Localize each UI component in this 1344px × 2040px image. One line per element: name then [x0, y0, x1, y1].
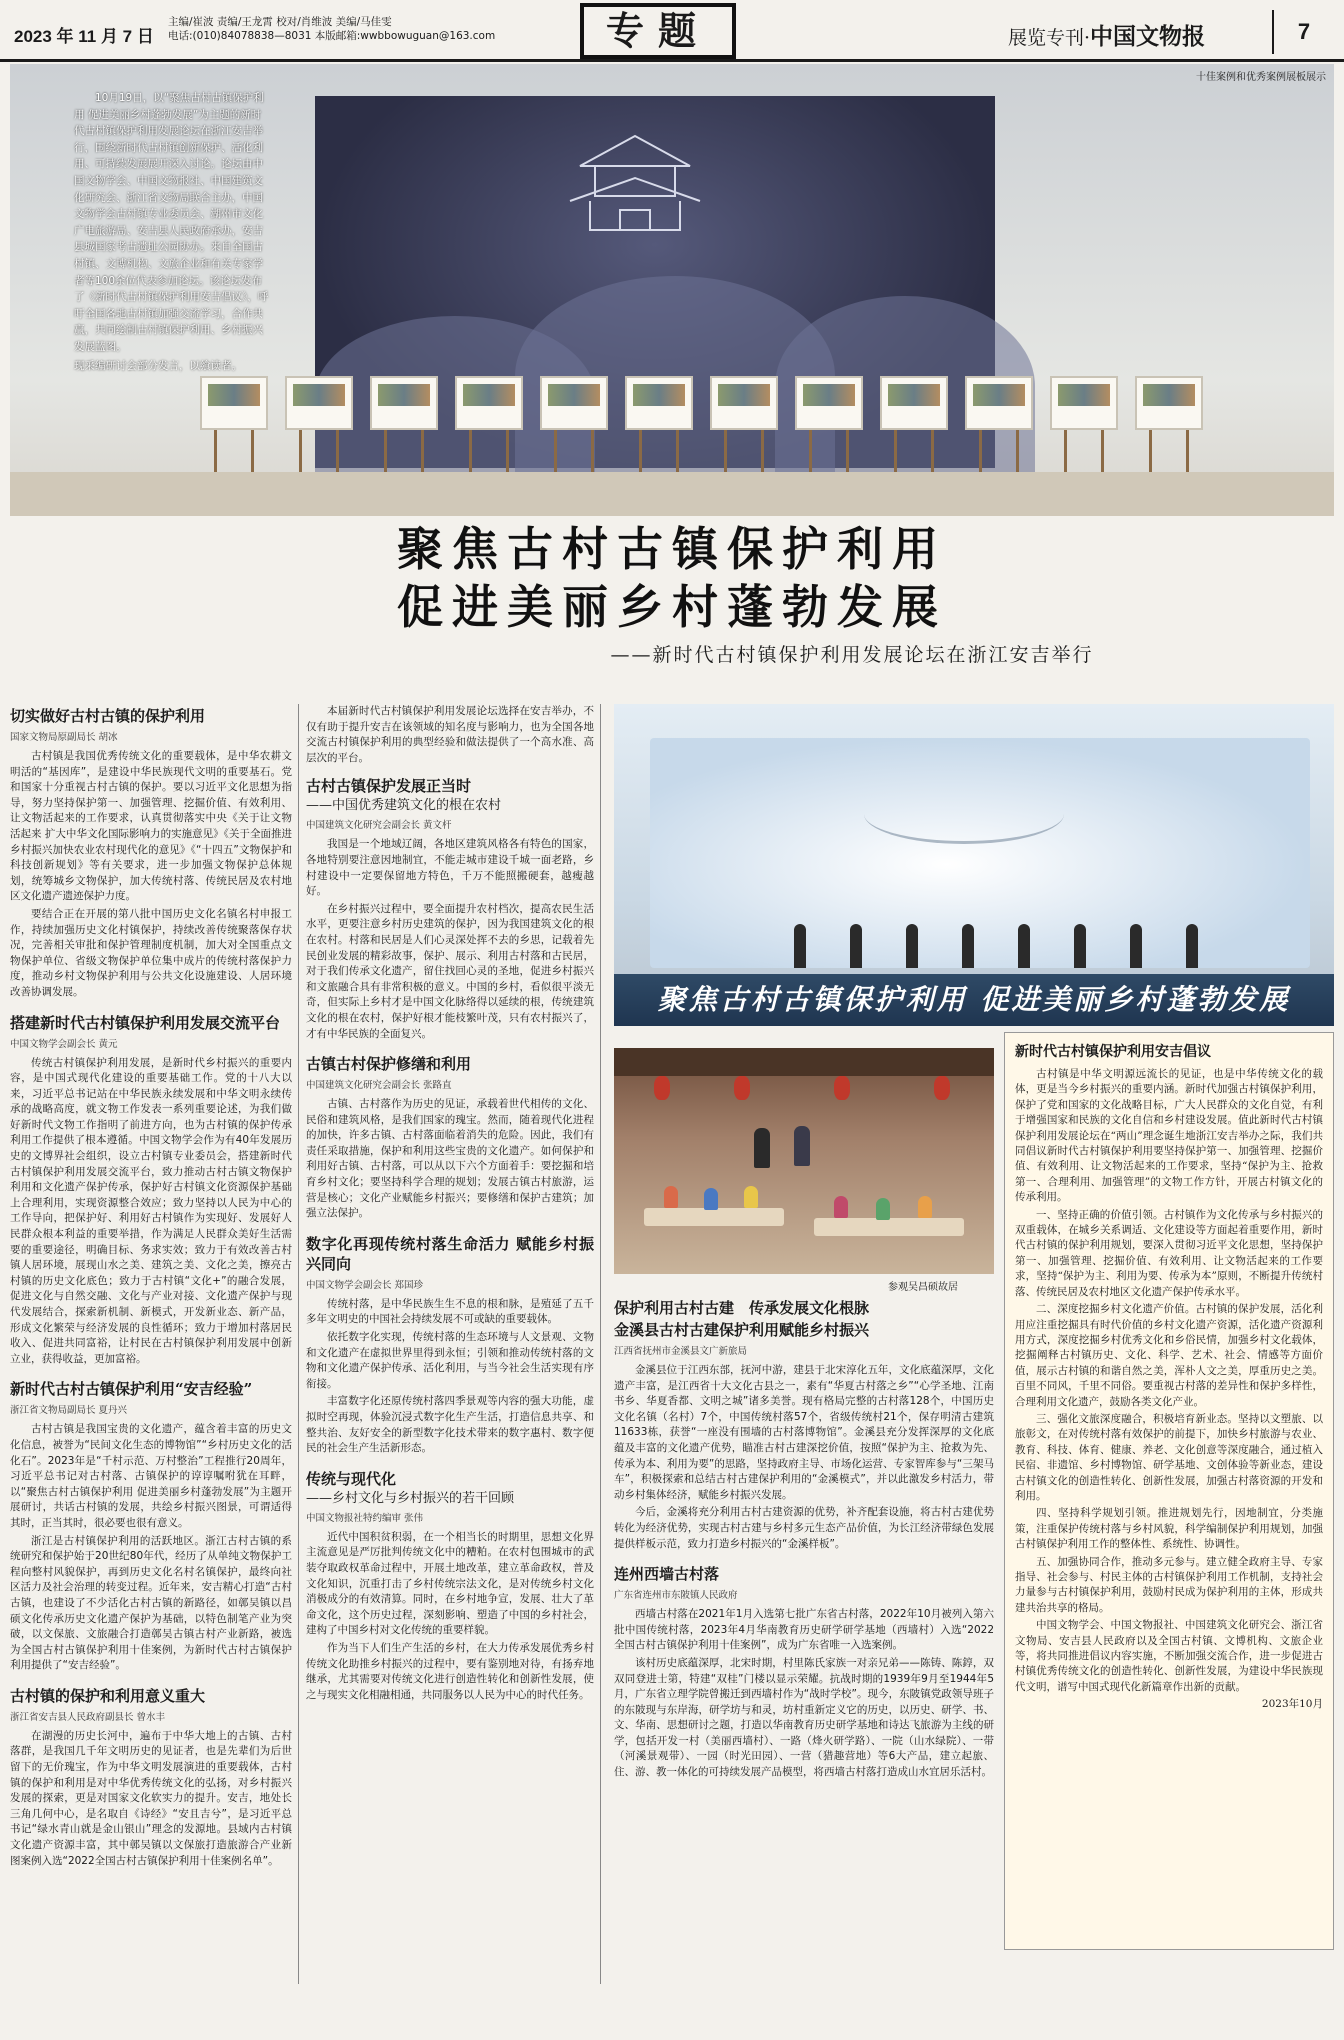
- initiative-date: 2023年10月: [1261, 1698, 1323, 1711]
- article-byline: 浙江省文物局副局长 夏丹兴: [10, 1405, 128, 1417]
- initiative-paragraph: 古村镇是中华文明源远流长的见证，也是中华传统文化的载体，更是当今乡村振兴的重要内涵。新时代加强古村镇保护利用，保护了党和国家的文化战略目标，广大人民群众的文化自觉，有利于增强国家和民族的文化自信和乡村建设发展。值此新时代古村镇保护利用发展论坛在“两山”理念诞生地浙江安吉举办之际，我们共同倡议新时代古村镇保护利用要坚持保护第一、加强管理、挖掘价值、有效利用、让文物活起来的工作要求，坚持“保护为主、抢救第一、合理利用、加强管理”的文物工作方针，开展古村镇文化的传承利用。: [1015, 1068, 1323, 1204]
- hero-caption: 十佳案例和优秀案例展板展示: [1196, 72, 1326, 83]
- initiative-paragraph: 四、坚持科学规划引领。推进规划先行，因地制宜，分类施策，注重保护传统村落与乡村风貌，科学编制保护利用规划，加强古村镇保护利用工作的整体性、系统性、协调性。: [1015, 1507, 1323, 1551]
- column-1: [10, 704, 292, 1881]
- article-paragraph: 今后，金溪将充分利用古村古建资源的优势，补齐配套设施，将古村古建优势转化为经济优势，实现古村古建与乡村多元生态产品价值，为长江经济带绿色发展提供样板示范，致力打造乡村振兴的“金溪样板”。: [614, 1506, 994, 1550]
- column-divider: [298, 704, 299, 1984]
- display-board: [370, 376, 438, 486]
- lead-paragraph: [74, 90, 270, 374]
- stage-screen: [650, 738, 1310, 968]
- display-board: [1050, 376, 1118, 486]
- article-paragraph: 西墙古村落在2021年1月入选第七批广东省古村落，2022年10月被列入第六批中国传统村落，2023年4月华南教育历史研学研学基地（西墙村）入选“2022全国古村古镇保护利用十佳案例”，成为广东省唯一入选案例。: [614, 1608, 994, 1652]
- article-paragraph: 传统古村镇保护利用发展，是新时代乡村振兴的重要内容，是中国式现代化建设的重要基础工作。党的十八大以来，习近平总书记站在中华民族永续发展和中华文明永续传承的战略高度，就文物工作发表一系列重要论述，为我们做好新时代文物工作指明了前进方向，也为古村镇的保护传承利用工作提供了根本遵循。中国文物学会作为有40年发展历史的文博界社会组织，设立古村镇专业委员会，搭建新时代古村镇保护利用发展交流平台，致力推动古村古镇文物保护利用和文化遗产保护传承，保护好古村镇文化资源保护基础上合理利用，实现资源整合效应；致力坚持以人民为中心的工作导向，把保护好、利用好古村镇作为实现好、发展好人民群众根本利益的重要举措，作为满足人民群众美好生活需要的重要途径，明确目标、务求实效；致力于有效改善古村镇人居环境，展现山水之美、建筑之美、文化之美，擦亮古村镇的历史文化底色；致力于古村镇“文化+”的融合发展，促进文化与自然交融、文化与产业对接、文化遗产保护与现代发展结合，探索新机制、新模式，开发新业态、新产品，形成文化繁荣与经济发展的良性循环；致力于增加村落居民收入、促进共同富裕，让村民在古村镇保护利用发展中创新立业，获得收益，更加富裕。: [10, 1056, 292, 1365]
- article-subtitle: ——乡村文化与乡村振兴的若干回顾: [306, 1490, 515, 1506]
- lead-note: 现采编研讨会部分发言，以飨读者。: [74, 359, 242, 372]
- article-byline: 浙江省安吉县人民政府副县长 曾水丰: [10, 1711, 166, 1723]
- article-title: 切实做好古村古镇的保护利用: [10, 707, 206, 725]
- launch-ceremony-photo: [614, 704, 1334, 1026]
- column-divider: [600, 704, 601, 1984]
- initiative-paragraph: 五、加强协同合作，推动多元参与。建立健全政府主导、专家指导、社会参与、村民主体的古村镇保护利用工作机制，支持社会力量参与古村镇保护利用，鼓励村民成为保护利用的主体，形成共建共治共享的格局。: [1015, 1555, 1323, 1614]
- article-paragraph: 古镇、古村落作为历史的见证，承载着世代相传的文化、民俗和建筑风格，是我们国家的瑰宝。然而，随着现代化进程的加快，许多古镇、古村落面临着消失的危险。因此，我们有责任采取措施，保护和利用这些宝贵的文化遗产。如何保护和利用好古镇、古村落，可以从以下六个方面着手：要挖掘和培育乡村文化；要坚持科学合理的规划；发展古镇古村旅游，运营是核心；文化产业赋能乡村振兴；要修缮和保护古建筑；加强立法保护。: [306, 1098, 594, 1220]
- article-byline: 中国文物学会副会长 郑国珍: [306, 1279, 424, 1291]
- stage-banner: 聚焦古村古镇保护利用 促进美丽乡村蓬勃发展: [614, 974, 1334, 1026]
- masthead: [0, 0, 1344, 62]
- article-paragraph: 传统村落，是中华民族生生不息的根和脉，是殖延了五千多年文明史的中国社会持续发展不可或缺的重要载体。: [306, 1297, 594, 1326]
- paper-section-label: 展览专刊·: [1008, 27, 1091, 49]
- article-paragraph: 古村镇是我国优秀传统文化的重要载体，是中华农耕文明活的“基因库”，是建设中华民族现代文明的重要基石。党和国家十分重视古村古镇的保护。要以习近平文化思想为指导，努力坚持保护第一、加强管理、挖掘价值、有效利用、让文物活起来的工作要求，认真贯彻落实中央《关于让文物活起来 扩大中华文化国际影响力的实施意见》《关于全面推进乡村振兴加快农业农村现代化的意见》《“十四五”文物保护和科技创新规划》等有关要求，进一步加强文物保护总体规划，统筹城乡文物保护，加大传统村落、传统民居及农村地区文化遗产遗迹保护力度。: [10, 750, 292, 903]
- article-byline: 中国建筑文化研究会副会长 黄文杆: [306, 820, 452, 832]
- initiative-title: 新时代古村镇保护利用安吉倡议: [1015, 1044, 1211, 1060]
- issue-date: 2023 年 11 月 7 日: [14, 27, 154, 46]
- article-paragraph: 丰富数字化还原传统村落四季景观等内容的强大功能，虚拟时空再现，体验沉浸式数字化生产生活，打造信息共享、和整共治、友好安全的新型数字化技术带来的数字惠村、数字便民的社会生产生活新形态。: [306, 1395, 594, 1455]
- article-paragraph: 该村历史底蕴深厚，北宋时期，村里陈氏家族一对亲兄弟——陈铸、陈錞，双双同登进士第，特建“双桂”门楼以显示荣耀。抗战时期的1939年9月至1944年5月，广东省立理学院曾搬迁到西墙村作为“战时学校”。现今，东陂镇党政领导班子的东陂现与东岸海，研学坊与和灵，坊村重新定义它的历史，以历史、研学、书、文、华南、思想研讨之题，打造以华南教育历史研学基地和诗达飞旅游为主线的研学，包括开发一村（美丽西墙村）、一路（烽火研学路）、一院（山水绿院）、一带（河溪景观带）、一园（时光田园）、一营（猎趣营地）等6大产品，建立起旅、住、游、教一体化的可持续发展产品模型，将西墙古村落打造成山水宜居乐活村。: [614, 1656, 994, 1779]
- article-paragraph: 古村古镇是我国宝贵的文化遗产，蕴含着丰富的历史文化信息，被誉为“民间文化生态的博物馆”“乡村历史文化的活化石”。2023年是“千村示范、万村整治”工程推行20周年，习近平总书记对古村落、古镇保护的谆谆嘱咐犹在耳畔，以“聚焦古村古镇保护利用 促进美丽乡村蓬勃发展”为主题开展研讨，共话古村镇的发展，共绘乡村振兴图景，可谓适得其时，正当其时，很必要也很有意义。: [10, 1423, 292, 1529]
- paper-name-logo: 中国文物报: [1090, 23, 1206, 50]
- article-title: 古村古镇保护发展正当时: [306, 777, 472, 796]
- initiative-paragraph: 三、强化文旅深度融合，积极培育新业态。坚持以文塑旅、以旅彰文，在对传统村落有效保护的前提下，加快乡村旅游与农业、教育、科技、体育、健康、养老、文化创意等深度融合，通过植入民宿、非遗馆、乡村博物馆、研学基地、文创体验等新业态，建设古村镇文化的创造性转化、创新性发展，加强古村落资源的开发和利用。: [1015, 1412, 1323, 1502]
- article-paragraph: 近代中国积贫积弱，在一个相当长的时期里，思想文化界主流意见是严厉批判传统文化中的糟粕。在农村包围城市的武装夺取政权革命过程中，开展土地改革，建立革命政权，普及文化知识，沉重打击了乡村传统宗法文化，是对传统乡村文化消极成分的有效清算。同时，在乡村地争宣，发展、壮大了革命文化，这个历史过程，深刻影响、塑造了中国的乡村社会，建构了中国乡村对文化传统的重要样貌。: [306, 1530, 594, 1637]
- article-byline: 江西省抚州市金溪县文广新旅局: [614, 1346, 748, 1357]
- article: [306, 1469, 594, 1704]
- display-board: [710, 376, 778, 486]
- article-paragraph: 要结合正在开展的第八批中国历史文化名镇名村申报工作，持续加强历史文化村镇保护，持续改善传统聚落保存状况，完善相关审批和保护管理制度机制，加大对全国重点文物保护单位、省级文物保护单位集中成片的传统村落保护力度，推动乡村文物保护利用与公共文化设施建设、人居环境改善协调发展。: [10, 907, 292, 998]
- article: [306, 1234, 594, 1457]
- article-paragraph: 作为当下人们生产生活的乡村，在大力传承发展优秀乡村传统文化助推乡村振兴的过程中，要有鉴别地对待，有扬弃地继承，尤其需要对传统文化进行创造性转化和创新性发展，使之与现实文化相融相通，共同服务以人民为中心的时代任务。: [306, 1641, 594, 1701]
- visit-photo: [614, 1048, 994, 1274]
- article: [10, 1379, 292, 1674]
- article: [10, 706, 292, 1001]
- article-title: 新时代古村古镇保护利用“安吉经验”: [10, 1380, 253, 1399]
- initiative-paragraph: 二、深度挖掘乡村文化遗产价值。古村镇的保护发展，活化利用应注重挖掘具有时代价值的乡村文化遗产资源，活化遗产资源利用方式，深度挖掘乡村优秀文化和乡俗民情，加强乡村文化载体，挖掘阐释古村镇历史、文化、科学、艺术、社会、情感等方面价值，展示古村镇的和谐自然之美，浑朴人文之美，厚重历史之美。百里不同风，千里不同俗。要重视古村落的差异性和保护多样性，合理利用文化遗产，鼓励各类文化产业。: [1015, 1303, 1323, 1408]
- article-byline: 国家文物局原副局长 胡冰: [10, 732, 118, 743]
- article-paragraph: 浙江是古村镇保护利用的活跃地区。浙江古村古镇的系统研究和保护始于20世纪80年代，经历了从单纯文物保护工程向整村风貌保护，再到历史文化名村名镇保护，最终向社区活力及社会治理的转变过程。近年来，安吉精心打造“古村古镇，也建设了不少活化古村古镇的新路径，如鄣吴镇以昌硕文化传承历史文化遗产保护为基础，以特色制笔产业为突破，以文保旅、文旅融合打造鄣吴古镇古村产业新路，被选为全国古村古镇保护利用十佳案例，为新时代古村古镇保护利用提供了“安吉经验”。: [10, 1534, 292, 1672]
- editorial-credits: [168, 15, 568, 43]
- section-title: 专题: [580, 3, 736, 59]
- article: [10, 1686, 292, 1869]
- article: [306, 1054, 594, 1222]
- article-title: 连州西墙古村落: [614, 1565, 720, 1584]
- article: [614, 1564, 994, 1781]
- credits-line-2: 电话:(010)84078838—8031 本版邮箱:wwbbowuguan@163.com: [168, 30, 496, 42]
- credits-line-1: 主编/崔波 责编/王龙霄 校对/肖维波 美编/马佳雯: [168, 16, 392, 28]
- article-title: 数字化再现传统村落生命活力 赋能乡村振兴同向: [306, 1234, 594, 1273]
- article-paragraph: 我国是一个地域辽阔，各地区建筑风格各有特色的国家，各地特别要注意因地制宜，不能走城市建设千城一面老路，乡村建设中一定要保留地方特色，千万不能照搬硬套，越瘦越好。: [306, 838, 594, 898]
- photo-caption: 参观吴昌硕故居: [888, 1282, 958, 1293]
- article-title: 古村镇的保护和利用意义重大: [10, 1686, 206, 1705]
- display-board: [965, 376, 1033, 486]
- article-paragraph: 在湖漫的历史长河中，遍布于中华大地上的古镇、古村落群，是我国几千年文明历史的见证者，也是先辈们为后世留下的无价瑰宝，作为中华文明发展演进的重要载体，古村镇的保护和利用是对中华优秀传统文化的弘扬，对乡村振兴发展的探索，更是对国家文化软实力的提升。安吉，地处长三角几何中心，是名取自《诗经》“安且吉兮”，是习近平总书记“绿水青山就是金山银山”理念的发源地。县域内古村镇文化遗产资源丰富，其中鄣吴镇以文保旅打造旅游合产业新图案例入选“2022全国古村古镇保护利用十佳案例名单”。: [10, 1729, 292, 1867]
- display-board: [1135, 376, 1203, 486]
- screen-ink-art: [864, 784, 1064, 844]
- main-headline: [0, 520, 1344, 667]
- article: [10, 1013, 292, 1368]
- initiative-box: [1004, 1032, 1334, 1950]
- article-byline: 广东省连州市东陂镇人民政府: [614, 1590, 738, 1602]
- article-title: 传统与现代化: [306, 1469, 397, 1488]
- display-board: [455, 376, 523, 486]
- article-byline: 中国文物报社特约编审 张伟: [306, 1512, 424, 1524]
- display-board: [285, 376, 353, 486]
- pagoda-icon: [560, 126, 710, 236]
- headline-line-2: 促进美丽乡村蓬勃发展: [397, 580, 947, 634]
- article-paragraph: 在乡村振兴过程中，要全面提升农村档次，提高农民生活水平，更要注意乡村历史建筑的保护，因为我国建筑文化的根在农村。村落和民居是人们心灵深处挥不去的乡思，记载着先民创业发展的精彩故事，保护、展示、利用古村落和古民居，对于我们传承文化遗产，留住找回心灵的圣地，促进乡村振兴和文旅融合具有非常积极的意义。中国的乡村，看似很平淡无奇，但实际上乡村才是中国文化脉络得以延续的根，传统建筑文化的根在农村，保护好根才能枝繁叶茂，只有农村振兴了，才有中华民族的全面复兴。: [306, 902, 594, 1040]
- initiative-paragraph: 一、坚持正确的价值引领。古村镇作为文化传承与乡村振兴的双重载体，在城乡关系调适、文化建设等方面起着重要作用，新时代古村镇的保护利用规划，要深入贯彻习近平文化思想，坚持保护第一、加强管理、挖掘价值、有效利用、让文物活起来的工作要求，坚持“保护为主、利用为要、传承为本”原则，不断提升传统村落、传统民居及农村地区文化遗产保护传承水平。: [1015, 1208, 1323, 1298]
- column-3: [614, 1296, 994, 1793]
- article-paragraph: 本届新时代古村镇保护利用发展论坛选择在安吉举办，不仅有助于提升安吉在该领域的知名度与影响力，也为全国各地交流古村镇保护利用的典型经验和做法提供了一个高水准、高层次的平台。: [306, 705, 594, 764]
- article-subtitle: ——中国优秀建筑文化的根在农村: [306, 798, 502, 814]
- headline-subtitle: ——新时代古村镇保护利用发展论坛在浙江安吉举行: [610, 644, 1094, 666]
- article-title: 搭建新时代古村镇保护利用发展交流平台: [10, 1013, 281, 1032]
- initiative-paragraph: 中国文物学会、中国文物报社、中国建筑文化研究会、浙江省文物局、安吉县人民政府以及全国古村镇、文博机构、文旅企业等，将共同推进倡议内容实施，不断加强交流合作，进一步促进古村镇优秀传统文化的创造性转化、创新性发展，为建设中华民族现代文明，谱写中国式现代化新篇章作出新的贡献。: [1015, 1619, 1323, 1693]
- floor: [10, 472, 1334, 516]
- article-title: 保护利用古村古建 传承发展文化根脉: [614, 1299, 870, 1317]
- display-board: [200, 376, 268, 486]
- display-board: [540, 376, 608, 486]
- lead-text: 10月19日，以“聚焦古村古镇保护利用 促进美丽乡村蓬勃发展”为主题的新时代古村镇保护利用发展论坛在浙江安吉举行，围绕新时代古村镇创新保护、活化利用、可持续发展展开深入讨论。论坛由中国文物学会、中国文物报社、中国建筑文化研究会、浙江省文物局联合主办，中国文物学会古村镇专业委员会、湖州市文化广电旅游局、安吉县人民政府承办，安吉县城国家考古遗址公园协办。来自全国古村镇、文博机构、文旅企业和有关专家学者等100余位代表参加论坛。该论坛发布了《新时代古村镇保护利用安吉倡议》，呼吁全国各地古村镇加强交流学习，合作共赢，共同绘制古村镇保护利用、乡村振兴发展蓝图。: [74, 92, 269, 353]
- article: [306, 776, 594, 1042]
- article-byline: 中国文物学会副会长 黄元: [10, 1038, 118, 1050]
- article-byline: 中国建筑文化研究会副会长 张路直: [306, 1080, 452, 1092]
- display-board: [880, 376, 948, 486]
- column-2: [306, 704, 594, 1715]
- article-title: 古镇古村保护修缮和利用: [306, 1055, 472, 1074]
- display-board: [625, 376, 693, 486]
- headline-line-1: 聚焦古村古镇保护利用: [397, 522, 947, 576]
- article-paragraph: 依托数字化实现，传统村落的生态环境与人文景观、文物和文化遗产在虚拟世界里得到永恒；引领和推动传统村落的文物和文化遗产保护传承、活化利用，与当今社会生活实现有序衔接。: [306, 1331, 594, 1390]
- article-title-line-2: 金溪县古村古建保护利用赋能乡村振兴: [614, 1321, 870, 1339]
- paper-title: [1008, 18, 1205, 51]
- article: [614, 1298, 994, 1552]
- article-paragraph: 金溪县位于江西东部，抚河中游，建县于北宋淳化五年，文化底蕴深厚，文化遗产丰富，是江西省十大文化古县之一，素有“华夏古村落之乡”“心学圣地、江南书乡、华夏香都、文明之城”诸多美誉。现有格局完整的古村落128个，中国历史文化名镇（名村）7个，中国传统村落57个，省级传统村21个，保存明清古建筑11633栋，获誉“一座没有围墙的古村落博物馆”。金溪县充分发挥深厚的文化底蕴及丰富的文化遗产优势，瞄准古村古建深挖价值，按照“保护为主、抢救为先、传承为本、利用为要”的思路，坚持政府主导、市场化运营、专家智库参与“三架马车”，积极探索和总结古村古建保护利用的“金溪模式”，并以此激发乡村活力，带动乡村集体经济，赋能乡村振兴发展。: [614, 1364, 994, 1501]
- page-number: 7: [1272, 10, 1334, 54]
- display-board: [795, 376, 863, 486]
